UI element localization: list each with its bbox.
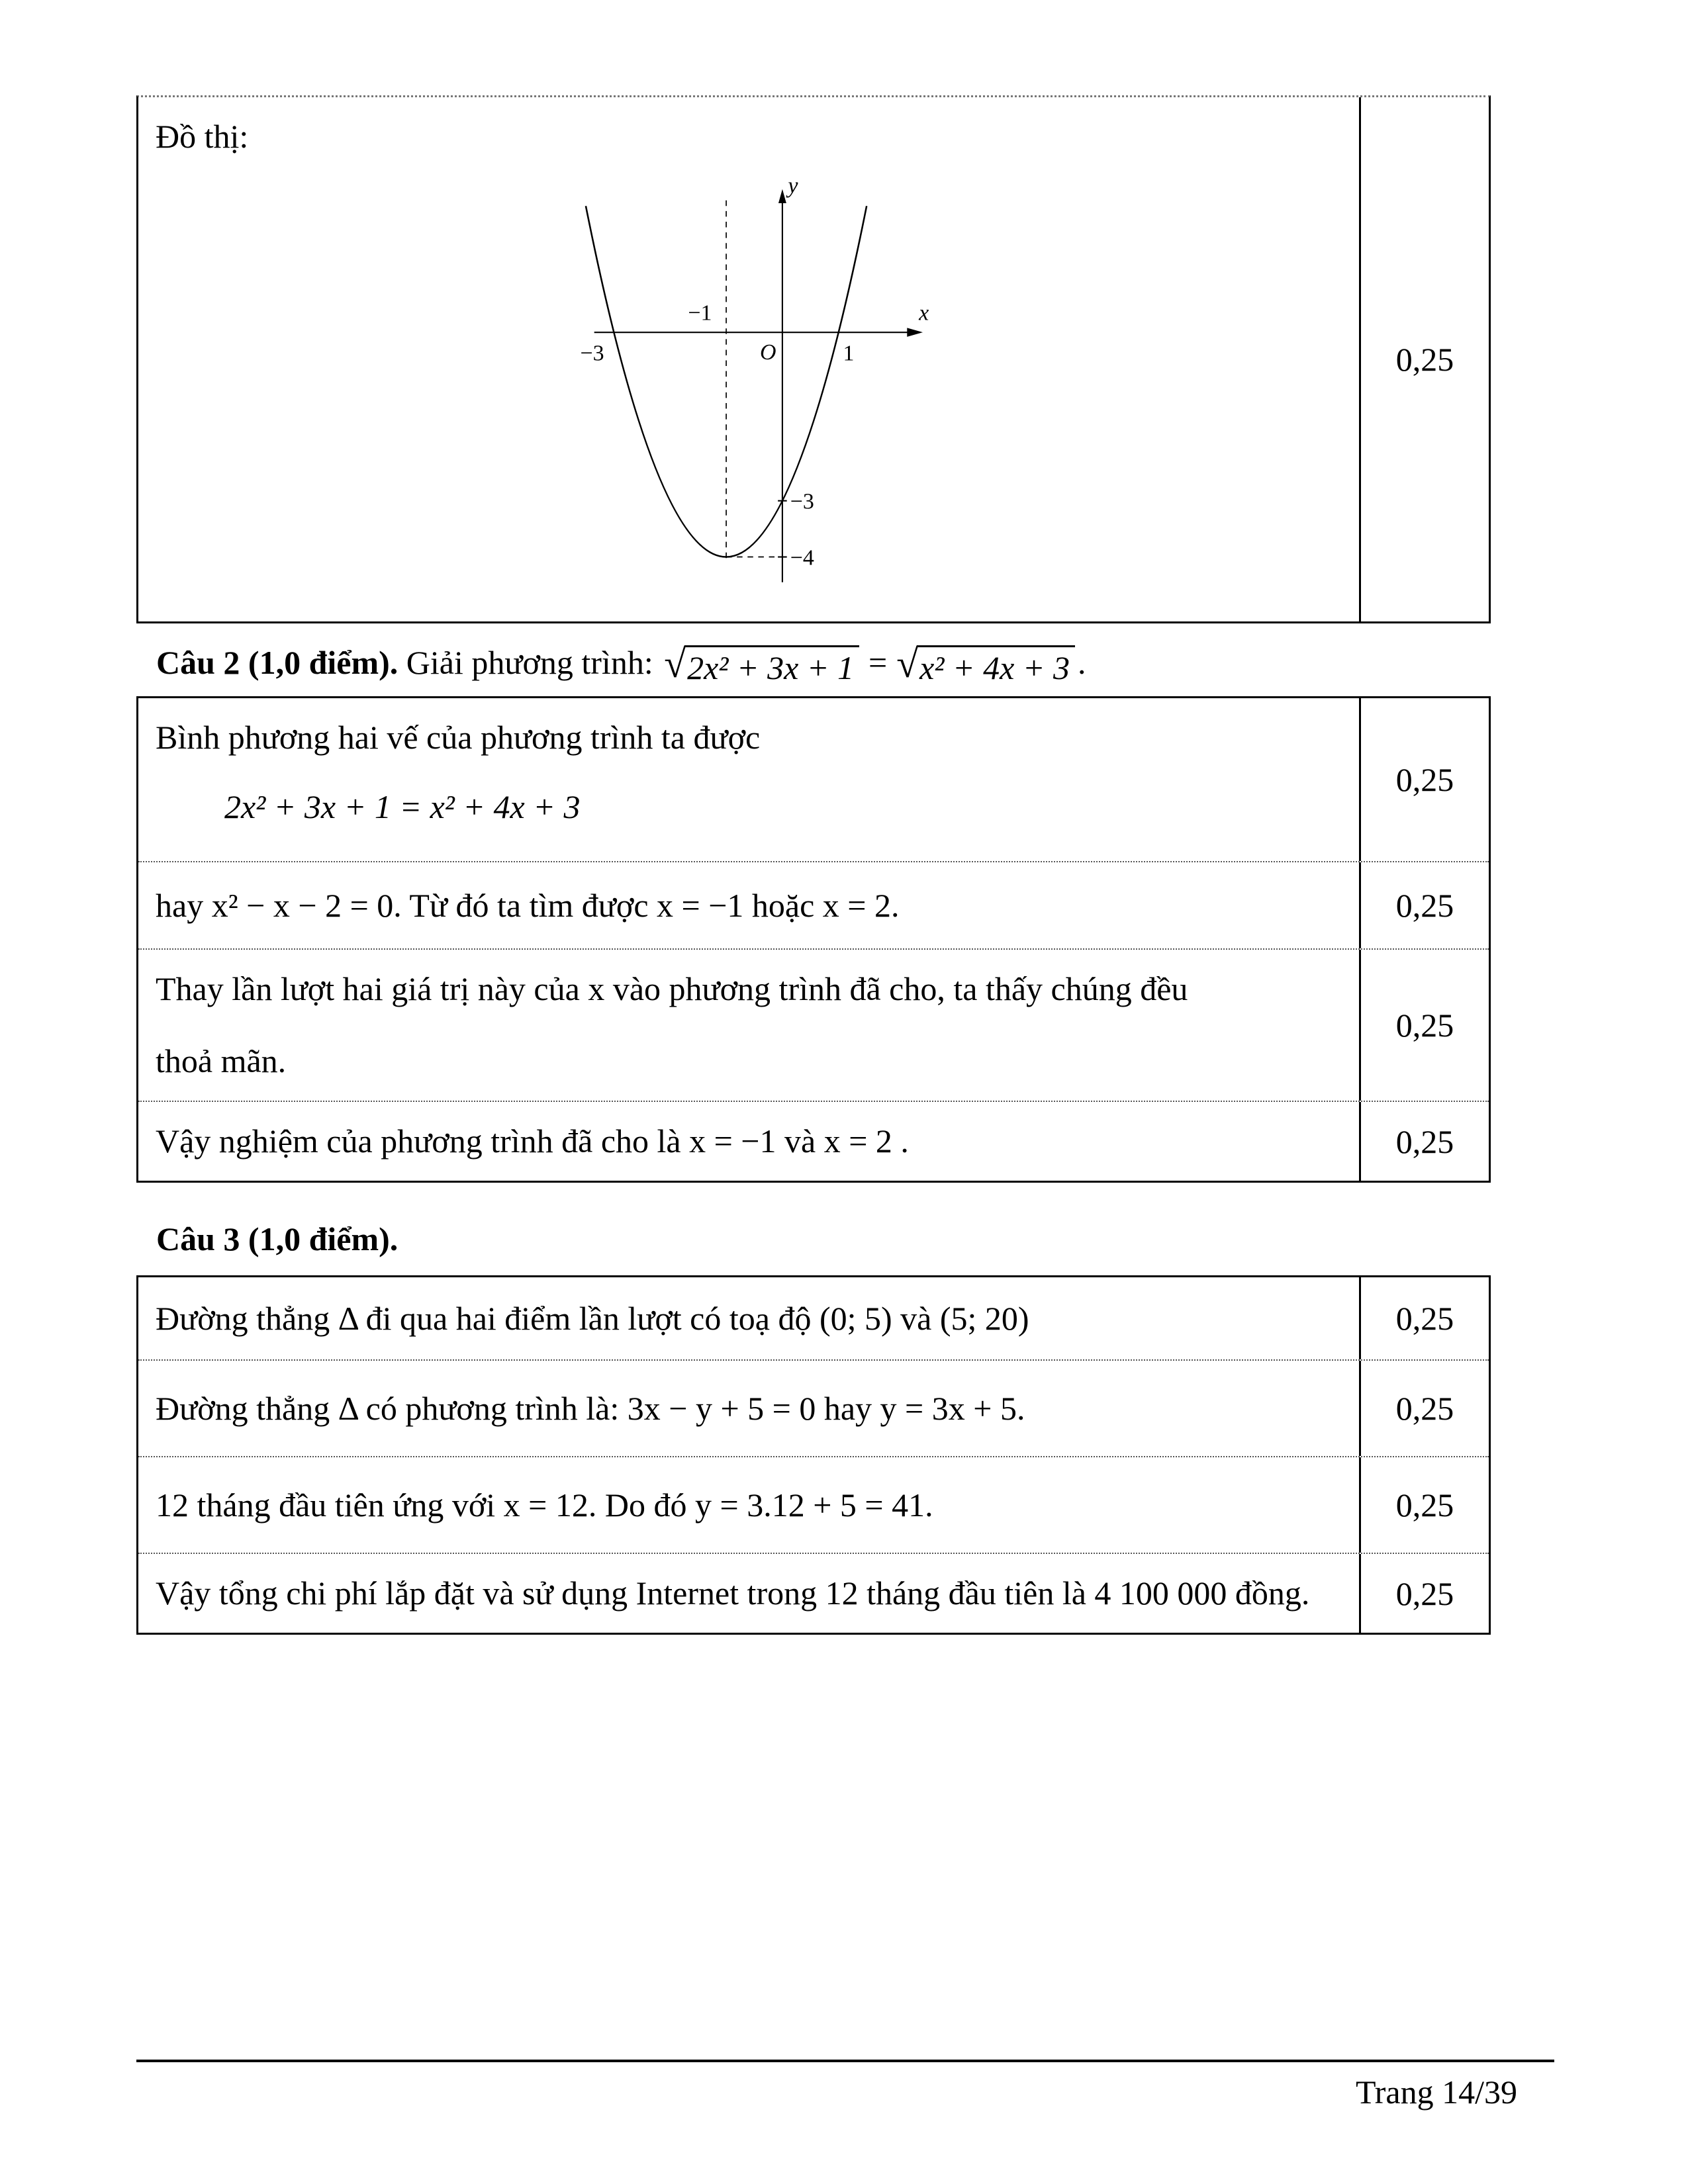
answer-cell [138, 97, 1359, 621]
x-axis-label: x [919, 300, 929, 326]
answer-text: Thay lần lượt hai giá trị này của x vào phương trình đã cho, ta thấy chúng đều [156, 970, 1188, 1008]
sqrt-rhs [896, 642, 1075, 687]
origin-label: O [759, 340, 776, 365]
table-row [138, 861, 1489, 948]
score-cell [1359, 862, 1489, 948]
graph-container [156, 161, 1342, 607]
sqrt-lhs [664, 642, 859, 687]
table-row [138, 1553, 1489, 1633]
score-cell [1359, 1277, 1489, 1359]
radical-sign: √ [664, 642, 686, 686]
score-cell [1359, 97, 1489, 621]
answer-cell [138, 1361, 1359, 1456]
answer-text: hay x² − x − 2 = 0. Từ đó ta tìm được x = −1 hoặc x = 2. [156, 886, 900, 924]
answer-cell [138, 862, 1359, 948]
answer-text: Vậy tổng chi phí lắp đặt và sử dụng Internet trong 12 tháng đầu tiên là 4 100 000 đồng. [156, 1574, 1310, 1612]
answer-text: Đường thẳng Δ có phương trình là: 3x − y + 5 = 0 hay y = 3x + 5. [156, 1389, 1025, 1427]
score-value: 0,25 [1395, 1300, 1454, 1338]
tick-label-neg4: −4 [790, 545, 814, 570]
table-row [138, 1101, 1489, 1181]
score-cell [1359, 1102, 1489, 1181]
score-value: 0,25 [1395, 761, 1454, 799]
answer-text: 12 tháng đầu tiên ứng với x = 12. Do đó y = 3.12 + 5 = 41. [156, 1486, 933, 1524]
table-row [138, 1456, 1489, 1553]
table-row [138, 948, 1489, 1101]
score-value: 0,25 [1395, 1007, 1454, 1044]
radical-sign: √ [896, 642, 919, 686]
table-row [138, 698, 1489, 861]
equals-sign: = [868, 644, 888, 681]
score-cell [1359, 1361, 1489, 1456]
question-3-answer-table [136, 1275, 1491, 1635]
score-cell [1359, 1457, 1489, 1553]
score-value: 0,25 [1395, 1574, 1454, 1612]
tick-label-1: 1 [843, 341, 855, 366]
score-value: 0,25 [1395, 341, 1454, 378]
answer-cell [138, 950, 1359, 1101]
question-2-title: Câu 2 (1,0 điểm). [156, 644, 399, 681]
answer-cell [138, 1102, 1359, 1181]
table-row [138, 1277, 1489, 1359]
graph-caption: Đồ thị: [156, 118, 249, 155]
y-axis-label: y [788, 173, 798, 199]
answer-equation: 2x² + 3x + 1 = x² + 4x + 3 [224, 788, 581, 826]
score-cell [1359, 950, 1489, 1101]
y-axis-arrow-icon [778, 189, 786, 203]
tick-label-neg3-x: −3 [580, 341, 604, 366]
answer-cell [138, 698, 1359, 861]
question-3-heading [156, 1220, 1491, 1258]
page-content [136, 95, 1491, 1635]
question-2-heading [156, 643, 1491, 687]
tick-label-neg3-y: −3 [790, 489, 814, 514]
score-value: 0,25 [1395, 887, 1454, 925]
table-row [138, 97, 1489, 621]
question-2-answer-table [136, 696, 1491, 1183]
answer-cell [138, 1457, 1359, 1553]
rhs-radicand: x² + 4x + 3 [917, 645, 1075, 687]
tick-label-neg1: −1 [688, 300, 712, 326]
period: . [1078, 644, 1086, 681]
question-2-prompt: Giải phương trình: [406, 644, 653, 681]
score-value: 0,25 [1395, 1390, 1454, 1428]
page-number: Trang 14/39 [1355, 2073, 1517, 2111]
parabola-graph [563, 169, 934, 596]
x-axis-arrow-icon [907, 328, 923, 337]
answer-text: thoả mãn. [156, 1042, 287, 1080]
score-value: 0,25 [1395, 1486, 1454, 1524]
answer-cell [138, 1554, 1359, 1633]
question-3-title: Câu 3 (1,0 điểm). [156, 1220, 399, 1258]
answer-cell [138, 1277, 1359, 1359]
graph-answer-table [136, 95, 1491, 623]
page-footer [136, 2060, 1554, 2111]
lhs-radicand: 2x² + 3x + 1 [684, 645, 859, 687]
table-row [138, 1359, 1489, 1456]
score-cell [1359, 1554, 1489, 1633]
answer-text: Bình phương hai vế của phương trình ta được [156, 719, 761, 756]
answer-text: Đường thẳng Δ đi qua hai điểm lần lượt có toạ độ (0; 5) và (5; 20) [156, 1299, 1029, 1337]
answer-text: Vậy nghiệm của phương trình đã cho là x = −1 và x = 2 . [156, 1122, 909, 1160]
score-cell [1359, 698, 1489, 861]
score-value: 0,25 [1395, 1122, 1454, 1160]
